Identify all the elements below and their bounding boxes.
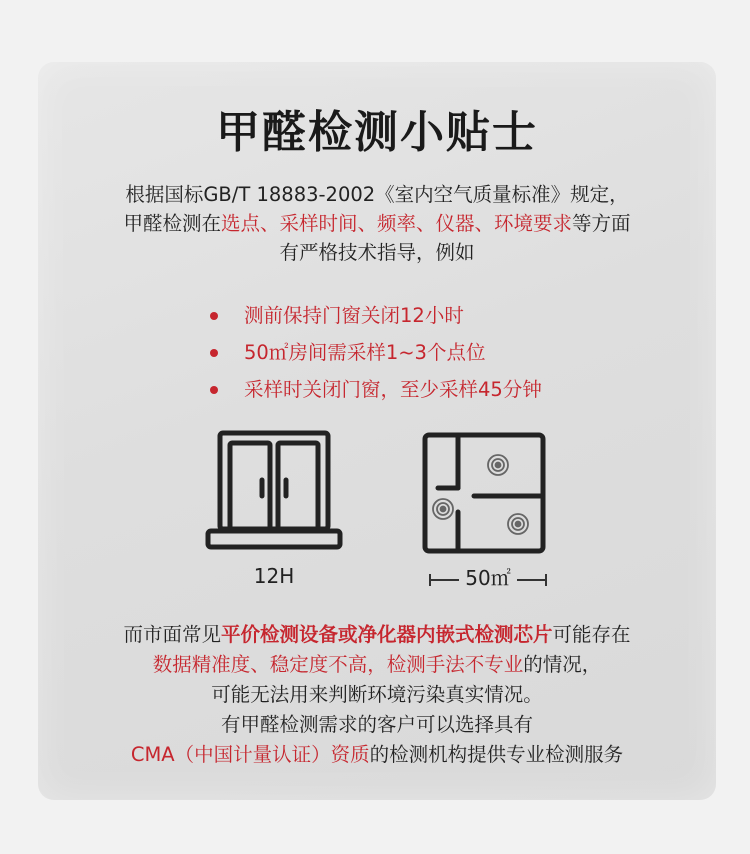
bottom-paragraph [48, 620, 706, 770]
intro-line-2 [58, 209, 696, 238]
bottom-highlight-cma: CMA（中国计量认证）资质 [130, 743, 370, 766]
window-icon [204, 430, 344, 552]
window-caption: 12H [253, 564, 295, 588]
tip-text: 采样时关闭门窗，至少采样45分钟 [244, 378, 542, 401]
dimension-line-right-icon [517, 579, 547, 581]
bottom-line-5-suffix: 的检测机构提供专业检测服务 [369, 743, 624, 766]
tips-card [38, 62, 716, 800]
bottom-line-1-prefix: 而市面常见 [123, 623, 221, 646]
intro-line-2-suffix: 等方面 [572, 212, 631, 235]
tip-item [210, 339, 542, 376]
bottom-highlight-accuracy: 数据精准度、稳定度不高，检测手法不专业 [152, 653, 524, 676]
bottom-line-3: 可能无法用来判断环境污染真实情况。 [211, 683, 543, 706]
bottom-line-1 [48, 620, 706, 650]
intro-line-2-prefix: 甲醛检测在 [123, 212, 221, 235]
bottom-line-2 [48, 650, 706, 680]
intro-line-1: 根据国标GB/T 18883-2002《室内空气质量标准》规定， [125, 183, 629, 206]
dimension-line-left-icon [429, 579, 459, 581]
bottom-line-2-suffix: 的情况， [523, 653, 602, 676]
intro-paragraph [58, 180, 696, 267]
bullet-dot-icon [210, 386, 218, 394]
intro-line-3: 有严格技术指导，例如 [279, 241, 475, 264]
tip-item [210, 376, 542, 413]
tip-text: 50㎡房间需采样1~3个点位 [244, 341, 486, 364]
bottom-line-4: 有甲醛检测需求的客户可以选择具有 [220, 713, 533, 736]
room-caption-text: 50㎡ [465, 566, 511, 590]
room-floorplan-icon [422, 432, 546, 556]
bullet-dot-icon [210, 349, 218, 357]
intro-highlight: 选点、采样时间、频率、仪器、环境要求 [220, 212, 572, 235]
tip-item [210, 302, 542, 339]
page-title: 甲醛检测小贴士 [216, 107, 538, 158]
tips-list [210, 302, 542, 413]
room-caption [418, 562, 558, 591]
bottom-highlight-devices: 平价检测设备或净化器内嵌式检测芯片 [220, 623, 553, 646]
bullet-dot-icon [210, 312, 218, 320]
bottom-line-5 [48, 740, 706, 770]
bottom-line-1-suffix: 可能存在 [552, 623, 631, 646]
tip-text: 测前保持门窗关闭12小时 [244, 304, 464, 327]
